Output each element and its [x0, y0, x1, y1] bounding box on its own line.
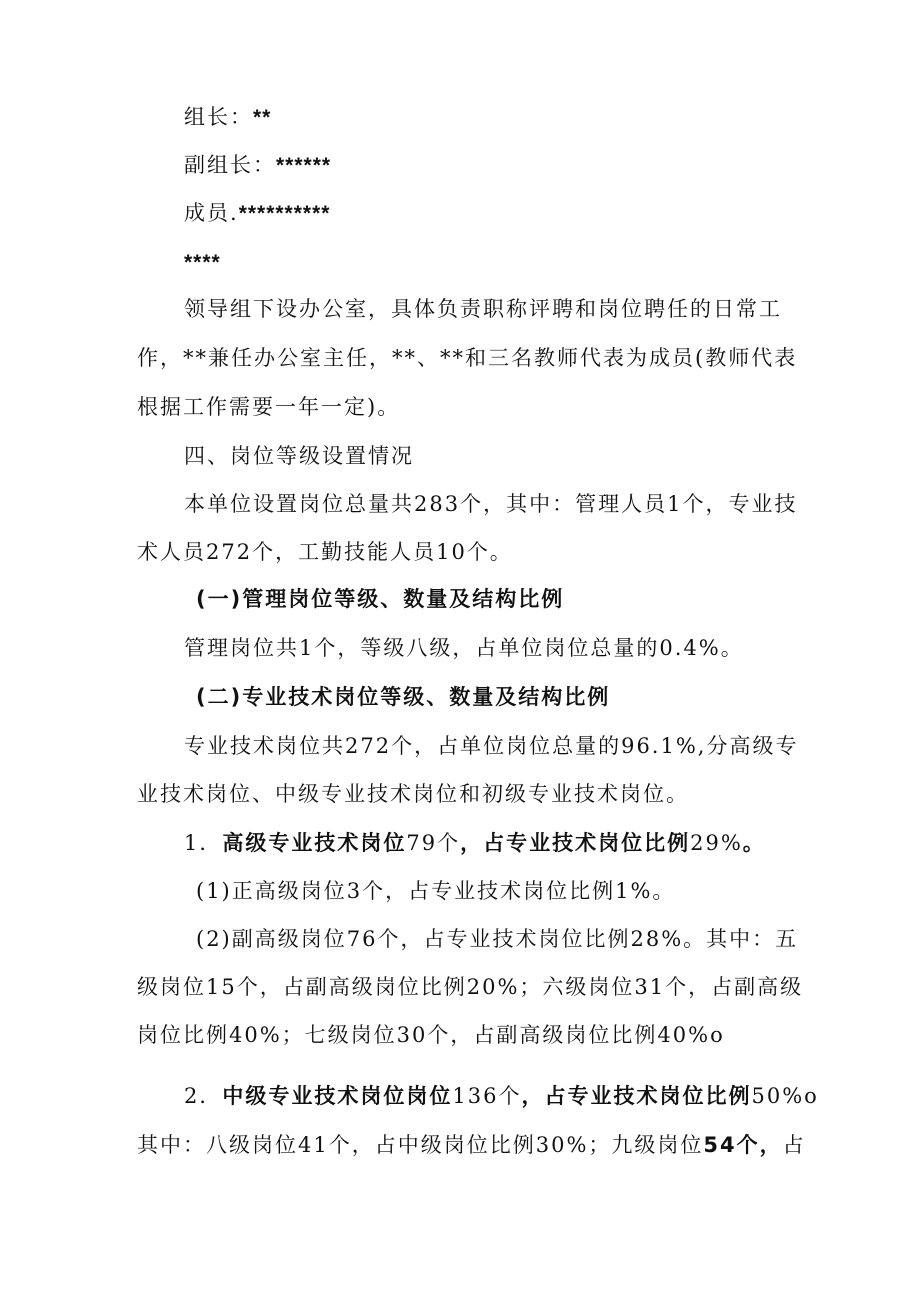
intermediate-posts-number: 2．: [184, 1084, 223, 1108]
management-posts-text: 管理岗位共1个，等级八级，占单位岗位总量的0.4%。: [184, 636, 744, 660]
professional-posts-line-2: 业技术岗位、中级专业技术岗位和初级专业技术岗位。: [137, 782, 689, 806]
deputy-senior-posts-line-1: (2)副高级岗位76个，占专业技术岗位比例28%。其中：五: [196, 927, 799, 951]
senior-posts-end: 。: [742, 831, 766, 855]
total-posts-line-1: 本单位设置岗位总量共283个，其中：管理人员1个，专业技: [184, 492, 798, 516]
intermediate-grade9-count: 54个，: [703, 1133, 783, 1157]
intermediate-posts-ratio-label: ，占专业技术岗位比例: [521, 1084, 752, 1108]
members-names-masked: **********: [238, 202, 331, 225]
intermediate-posts-heading: [184, 1081, 819, 1111]
deputy-leader-line: [184, 150, 331, 181]
office-paragraph-line-2: 作，**兼任办公室主任，**、**和三名教师代表为成员(教师代表: [137, 346, 798, 370]
members-line: [184, 198, 330, 229]
intermediate-posts-count: 136个: [452, 1084, 522, 1108]
senior-posts-heading: [184, 828, 766, 858]
subheading-professional-posts: (二)专业技术岗位等级、数量及结构比例: [196, 685, 611, 709]
senior-posts-title: 高级专业技术岗位: [222, 831, 407, 855]
intermediate-detail-text: 其中：八级岗位41个，占中级岗位比例30%；九级岗位: [137, 1133, 704, 1157]
professional-posts-line-1: 专业技术岗位共272个，占单位岗位总量的96.1%,分高级专: [184, 734, 799, 758]
section-heading-4: 四、岗位等级设置情况: [184, 444, 414, 468]
leader-line: [184, 102, 271, 133]
senior-posts-number: 1．: [184, 831, 223, 855]
deputy-senior-posts-line-3: 岗位比例40%；七级岗位30个，占副高级岗位比例40%o: [137, 1023, 725, 1047]
senior-posts-count: 79个: [406, 831, 461, 855]
office-paragraph-line-3: 根据工作需要一年一定)。: [137, 395, 401, 419]
subheading-management-posts: (一)管理岗位等级、数量及结构比例: [196, 587, 565, 611]
deputy-leader-label: 副组长：: [184, 153, 276, 177]
members-label: 成员.: [184, 201, 239, 225]
senior-posts-ratio-label: ，占专业技术岗位比例: [460, 831, 691, 855]
intermediate-posts-ratio: 50%o: [751, 1084, 819, 1108]
full-senior-posts-text: (1)正高级岗位3个，占专业技术岗位比例1%。: [196, 879, 676, 903]
intermediate-detail-continue: 占: [782, 1133, 806, 1157]
intermediate-posts-title: 中级专业技术岗位岗位: [222, 1084, 453, 1108]
deputy-senior-posts-line-2: 级岗位15个，占副高级岗位比例20%；六级岗位31个，占副高级: [137, 975, 804, 999]
leader-name-masked: **: [253, 106, 272, 129]
total-posts-line-2: 术人员272个，工勤技能人员10个。: [137, 540, 513, 564]
deputy-leader-name-masked: ******: [276, 154, 332, 177]
members-continued-masked: ****: [184, 251, 221, 274]
senior-posts-ratio: 29%: [690, 831, 743, 855]
intermediate-posts-detail-line: [137, 1130, 806, 1160]
leader-label: 组长：: [184, 105, 253, 129]
office-paragraph-line-1: 领导组下设办公室，具体负责职称评聘和岗位聘任的日常工: [184, 297, 782, 321]
